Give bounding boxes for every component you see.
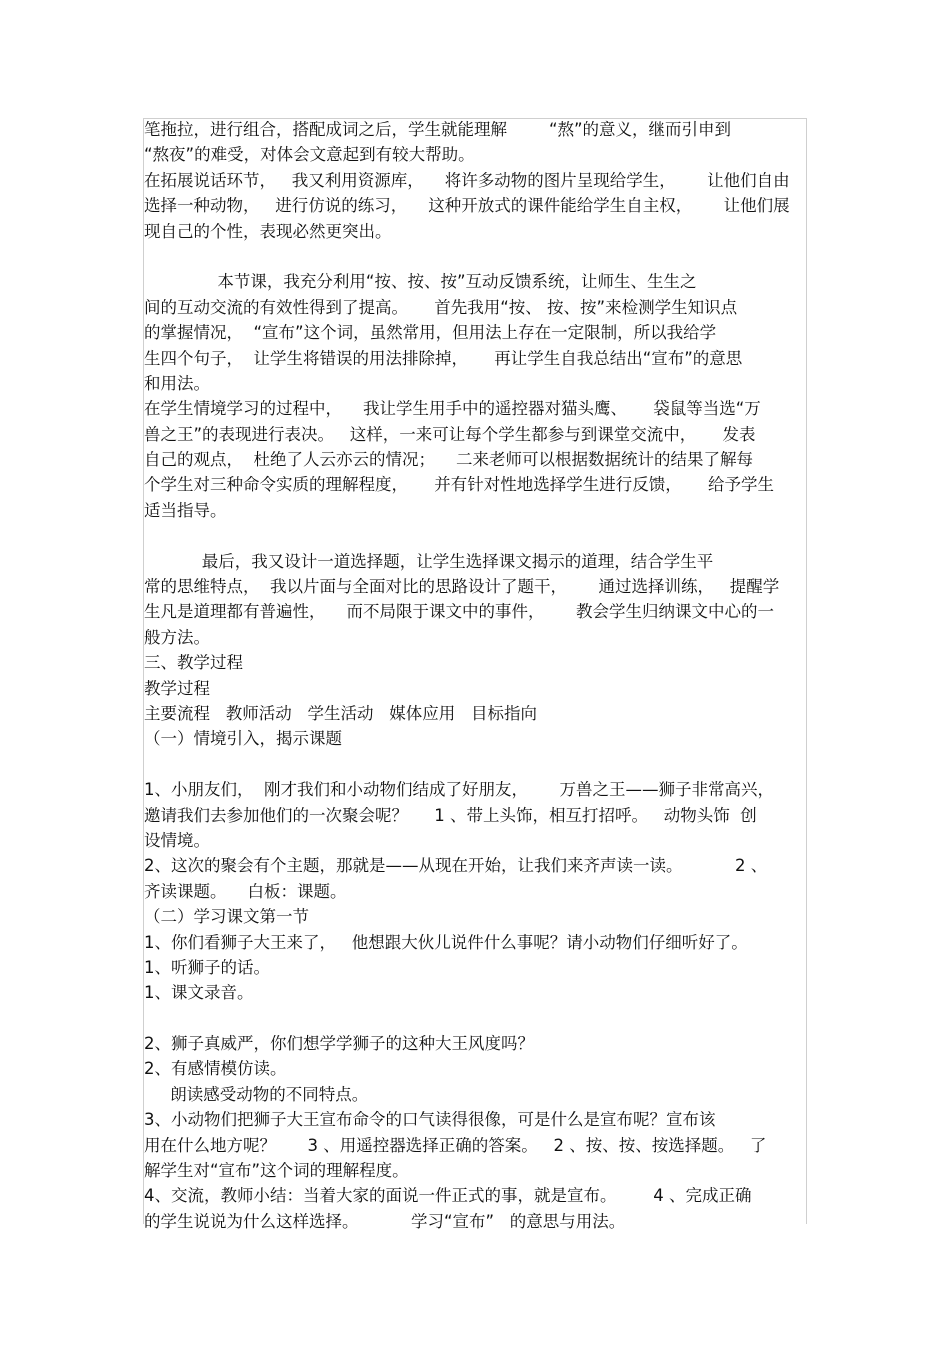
text-line: 现自己的个性，表现必然更突出。 [144,221,392,241]
paragraph-spacer [144,752,806,777]
text-line: 3、小动物们把狮子大王宣布命令的口气读得很像，可是什么是宣布呢？宣布该 [144,1110,716,1130]
text-line: 最后，我又设计一道选择题，让学生选择课文揭示的道理，结合学生平 [144,551,714,571]
text-line: 教学过程 [144,678,210,698]
text-line: 兽之王”的表现进行表决。 这样，一来可让每个学生都参与到课堂交流中， 发表 [144,424,756,444]
text-line: 4、交流，教师小结：当着大家的面说一件正式的事，就是宣布。 4 、完成正确 [144,1186,752,1206]
text-line: 在学生情境学习的过程中， 我让学生用手中的遥控器对猫头鹰、 袋鼠等当选“万 [144,399,761,419]
text-line: 设情境。 [144,830,210,850]
text-line: 朗读感受动物的不同特点。 [144,1084,369,1104]
text-line: 2、有感情模仿读。 [144,1059,287,1079]
text-line: （二）学习课文第一节 [144,907,309,927]
text-line: 常的思维特点， 我以片面与全面对比的思路设计了题干， 通过选择训练， 提醒学 [144,577,780,597]
paragraph-spacer [144,244,806,269]
text-line: 的掌握情况， “宣布”这个词，虽然常用，但用法上存在一定限制，所以我给学 [144,323,717,343]
paragraph-spacer [144,523,806,548]
paragraph [144,1031,806,1234]
paragraph [144,549,806,752]
text-line: 选择一种动物， 进行仿说的练习， 这种开放式的课件能给学生自主权， 让他们展 [144,196,790,216]
text-line: 1、你们看狮子大王来了， 他想跟大伙儿说件什么事呢？请小动物们仔细听好了。 [144,932,748,952]
text-line: 生凡是道理都有普遍性， 而不局限于课文中的事件， 教会学生归纳课文中心的一 [144,602,774,622]
paragraph [144,117,806,244]
paragraph [144,853,806,1005]
text-line: 般方法。 [144,627,210,647]
text-line: 邀请我们去参加他们的一次聚会呢？ 1 、带上头饰，相互打招呼。 动物头饰 创 [144,805,757,825]
text-line: 生四个句子， 让学生将错误的用法排除掉， 再让学生自我总结出“宣布”的意思 [144,348,743,368]
text-line: 的学生说说为什么这样选择。 学习“宣布” 的意思与用法。 [144,1211,626,1231]
text-line: 笔拖拉，进行组合，搭配成词之后，学生就能理解 “熬”的意义，继而引申到 [144,120,732,139]
text-line: 1、听狮子的话。 [144,957,270,977]
text-line: 用在什么地方呢？ 3 、用遥控器选择正确的答案。 2 、按、按、按选择题。 了 [144,1135,767,1155]
text-line: 2、狮子真威严，你们想学学狮子的这种大王风度吗？ [144,1034,534,1054]
paragraph-spacer [144,1006,806,1031]
text-line: 1、小朋友们， 刚才我们和小动物们结成了好朋友， 万兽之王——狮子非常高兴， [144,780,774,800]
text-line: 本节课，我充分利用“按、按、按”互动反馈系统，让师生、生生之 [144,272,697,292]
text-line: 在拓展说话环节， 我又利用资源库， 将许多动物的图片呈现给学生， 让他们自由 [144,170,790,190]
text-line: 适当指导。 [144,500,227,520]
text-line: （一）情境引入，揭示课题 [144,729,342,749]
text-line: 齐读课题。 白板：课题。 [144,881,347,901]
text-line: 1、课文录音。 [144,983,254,1003]
text-line: 2、这次的聚会有个主题，那就是——从现在开始，让我们来齐声读一读。 2 、 [144,856,768,876]
text-line: 个学生对三种命令实质的理解程度， 并有针对性地选择学生进行反馈， 给予学生 [144,475,774,495]
text-line: 解学生对“宣布”这个词的理解程度。 [144,1161,409,1181]
text-line: 主要流程 教师活动 学生活动 媒体应用 目标指向 [144,703,537,723]
text-line: 间的互动交流的有效性得到了提高。 首先我用“按、 按、按”来检测学生知识点 [144,297,738,317]
text-line: 三、教学过程 [144,653,243,673]
text-line: 自己的观点， 杜绝了人云亦云的情况； 二来老师可以根据数据统计的结果了解每 [144,450,753,470]
text-line: 和用法。 [144,373,210,393]
document-body [144,117,806,1234]
paragraph [144,269,806,523]
paragraph [144,777,806,853]
page-border-right [806,118,807,1224]
text-line: “熬夜”的难受，对体会文意起到有较大帮助。 [144,145,475,165]
